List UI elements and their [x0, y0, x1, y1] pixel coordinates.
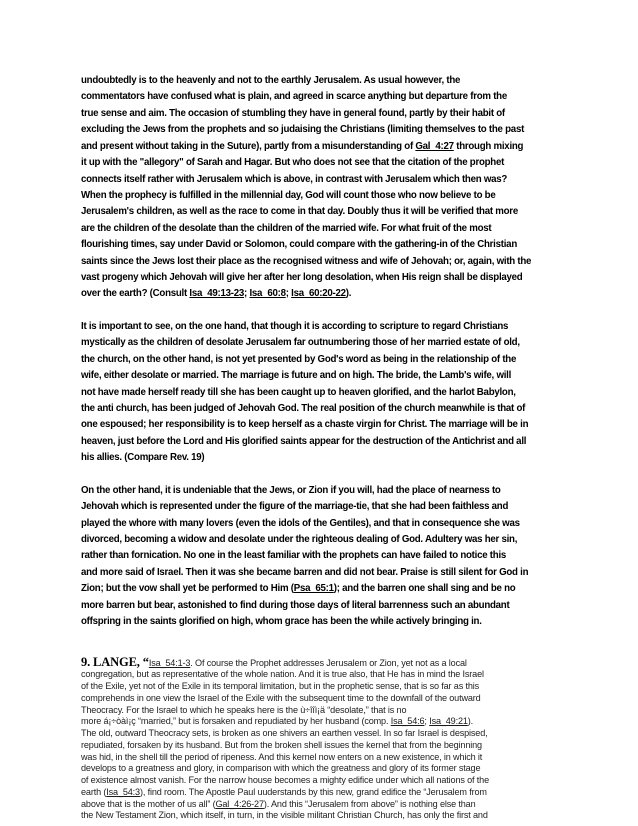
scripture-link-isa-49-13-23[interactable]: Isa_49:13-23: [189, 288, 245, 300]
text-line: his allies. (Compare Rev. 19): [81, 452, 205, 464]
text-line: [81, 716, 559, 728]
text-line: congregation, but as representative of the whole nation. And it is true also, that He has in mind the Israel: [81, 669, 484, 680]
paragraph-lange-commentary: [81, 654, 559, 823]
text-line: [81, 286, 559, 302]
text-segment: through mixing: [453, 140, 524, 152]
scripture-link-psa-65-1[interactable]: Psa_65:1: [293, 583, 334, 595]
text-segment: Zion; but the vow shall yet be performed to Him (: [81, 583, 294, 595]
text-line: are the children of the desolate than the children of the married wife. For what fruit of the most: [81, 222, 492, 234]
text-segment: ). And this “Jerusalem from above” is nothing else than: [263, 798, 476, 809]
text-segment: ).: [467, 716, 474, 727]
text-line: When the prophecy is fulfilled in the millennial day, God will count those who now believe to be: [81, 189, 496, 201]
scripture-link-isa-54-1-3[interactable]: Isa_54:1-3: [148, 657, 191, 668]
text-line: divorced, becoming a widow and desolate under the righteous dealing of God. Adultery was her sin,: [81, 533, 518, 545]
text-line: true sense and aim. The occasion of stumbling they have in general found, partly by their habit of: [81, 107, 505, 119]
text-line: On the other hand, it is undeniable that the Jews, or Zion if you will, had the place of nearness to: [81, 484, 501, 496]
text-segment: above that is the mother of us all” (: [81, 798, 216, 809]
scripture-link-isa-60-20-22[interactable]: Isa_60:20-22: [291, 288, 346, 300]
text-segment: more á¡÷òàì¡ç “married,” but is forsaken and repudiated by her husband (comp.: [81, 716, 391, 727]
text-line: the anti church, has been judged of Jehovah God. The real position of the church meanwhile is that of: [81, 403, 526, 415]
text-line: wife, either desolate or married. The marriage is future and on high. The bride, the Lamb's wife, will: [81, 370, 512, 382]
scripture-link-isa-60-8[interactable]: Isa_60:8: [249, 288, 286, 300]
text-segment: ;: [285, 288, 292, 300]
scripture-link-isa-54-6[interactable]: Isa_54:6: [390, 716, 425, 727]
section-heading-lange: 9. LANGE, “: [81, 654, 149, 669]
text-line: the New Testament Zion, which itself, in turn, in the visible militant Christian Church, has only the first and: [81, 810, 488, 821]
text-line: [81, 581, 559, 597]
text-line: more barren but bear, astonished to find during those days of literal barrenness such an abundant: [81, 599, 510, 611]
text-segment: over the earth? (Consult: [81, 288, 190, 300]
text-line: It is important to see, on the one hand, that though it is according to scripture to regard Christians: [81, 320, 509, 332]
text-line: played the whore with many lovers (even the idols of the Gentiles), and that in consequence she was: [81, 517, 520, 529]
text-line: undoubtedly is to the heavenly and not to the earthly Jerusalem. As usual however, the: [81, 75, 461, 86]
document-page: [81, 73, 559, 822]
scripture-link-gal-4-27[interactable]: Gal_4:27: [415, 140, 454, 152]
text-line: commentators have confused what is plain, and agreed in scarce anything but departure from the: [81, 91, 507, 103]
text-line: not have made herself ready till she has been caught up to heaven glorified, and the harlot Babylon,: [81, 386, 516, 398]
text-line: develops to a greatness and glory, in comparison with which the greatness and glory of its former stage: [81, 763, 481, 774]
text-segment: ), find room. The Apostle Paul uuderstands by this new, grand edifice the “Jerusalem from: [139, 786, 487, 797]
text-line: it up with the "allegory" of Sarah and Hagar. But who does not see that the citation of the prophet: [81, 157, 505, 169]
text-line: saints since the Jews lost their place as the recognised witness and wife of Jehovah; or, again, with the: [81, 255, 532, 267]
text-line: offspring in the saints glorified on high, whom grace has been the while actively bringing in.: [81, 616, 482, 628]
text-line: [81, 787, 559, 799]
text-line: [81, 799, 559, 811]
text-line: was hid, in the shell till the period of ripeness. And this kernel now enters on a new existence, in which it: [81, 751, 483, 762]
text-line: heaven, just before the Lord and His glorified saints appear for the destruction of the Antichrist and all: [81, 435, 527, 447]
text-line: one espoused; her responsibility is to keep herself as a chaste virgin for Christ. The marriage will be in: [81, 419, 529, 431]
text-line: [81, 139, 559, 155]
text-line: the church, on the other hand, is not yet presented by God's word as being in the relationship of the: [81, 353, 517, 365]
text-segment: . Of course the Prophet addresses Jerusalem or Zion, yet not as a local: [190, 657, 467, 668]
text-line: Theocracy. For the Israel to which he speaks here is the ù÷îîì¡ä “desolate,” that is no: [81, 704, 407, 715]
text-line: mystically as the children of desolate Jerusalem far outnumbering those of her married estate of old,: [81, 337, 520, 349]
paragraph-church-relationship: [81, 319, 559, 467]
scripture-link-gal-4-26-27[interactable]: Gal_4:26-27: [215, 798, 264, 809]
scripture-link-isa-49-21[interactable]: Isa_49:21: [429, 716, 468, 727]
text-segment: and present without taking in the Suture), partly from a misunderstanding of: [81, 140, 416, 152]
text-segment: ).: [345, 288, 352, 300]
text-segment: earth (: [81, 786, 107, 797]
text-line: flourishing times, say under David or Solomon, could compare with the gathering-in of the Christian: [81, 239, 517, 251]
text-segment: ;: [244, 288, 250, 300]
text-line: rather than fornication. No one in the least familiar with the prophets can have failed to notice this: [81, 550, 507, 562]
paragraph-heavenly-jerusalem: [81, 73, 559, 303]
text-line: Jehovah which is represented under the figure of the marriage-tie, that she had been faithless and: [81, 501, 509, 513]
text-line: Jerusalem's children, as well as the race to come in that day. Doubly thus it will be verified that more: [81, 206, 518, 218]
text-line: of existence almost vanish. For the narrow house becomes a mighty edifice under which all nations of the: [81, 775, 489, 785]
text-segment: ); and the barren one shall sing and be no: [333, 583, 516, 595]
text-line: The old, outward Theocracy sets, is broken as one shivers an earthen vessel. In so far Israel is despised,: [81, 728, 488, 738]
text-line: of the Exile, yet not of the Exile in its temporal limitation, but in the prophetic sense, that is so far as this: [81, 681, 480, 691]
text-line: vast progeny which Jehovah will give her after her long desolation, when His reign shall be displayed: [81, 272, 523, 284]
text-line: connects itself rather with Jerusalem which is above, in contrast with Jerusalem which then was?: [81, 173, 508, 185]
text-line: and more said of Israel. Then it was she became barren and did not bear. Praise is still silent for God in: [81, 566, 529, 578]
text-segment: ;: [424, 716, 430, 727]
text-line: excluding the Jews from the prophets and so judaising the Christians (limiting themselves to the past: [81, 124, 525, 136]
text-line: [81, 654, 559, 670]
paragraph-zion-nearness: [81, 483, 559, 631]
text-line: comprehends in one view the Israel of the Exile with the subsequent time to the downfall of the outward: [81, 692, 481, 703]
scripture-link-isa-54-3[interactable]: Isa_54:3: [106, 786, 140, 797]
text-line: repudiated, forsaken by its husband. But from the broken shell issues the kernel that from the beginning: [81, 739, 482, 750]
